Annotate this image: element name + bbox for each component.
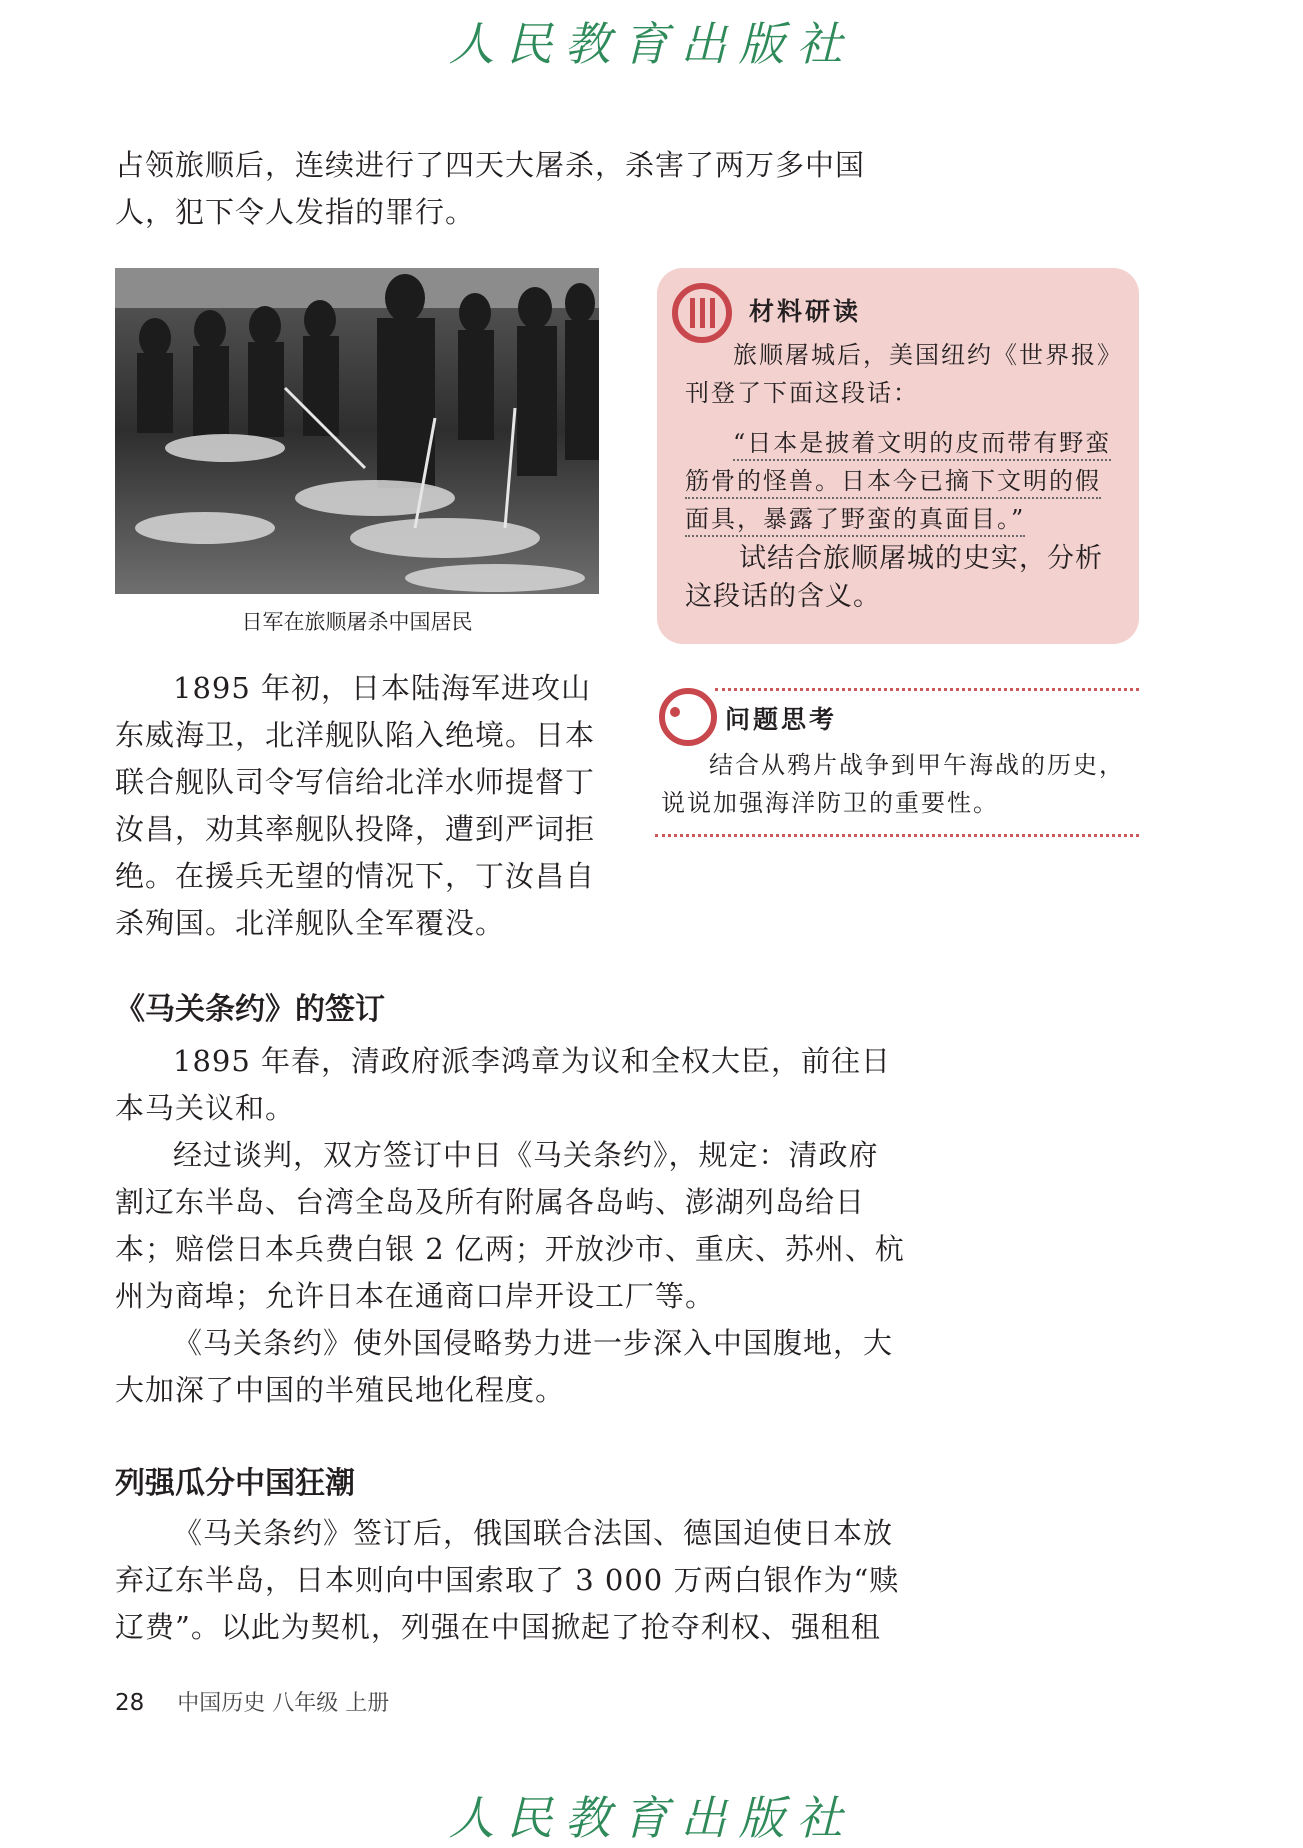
weihai-paragraph: 1895 年初，日本陆海军进攻山东威海卫，北洋舰队陷入绝境。日本联合舰队司令写信给北洋水师提督丁汝昌，劝其率舰队投降，遭到严词拒绝。在援兵无望的情况下，丁汝昌自杀殉国。北洋舰队全军覆没。 — [115, 671, 596, 940]
book-title: 中国历史 八年级 上册 — [177, 1691, 390, 1716]
question-thinking-title: 问题思考 — [725, 705, 838, 734]
question-thinking-icon — [655, 684, 717, 746]
treaty-paragraph-2: 经过谈判，双方签订中日《马关条约》，规定：清政府割辽东半岛、台湾全岛及所有附属各岛屿、澎湖列岛给日本；赔偿日本兵费白银 2 亿两；开放沙市、重庆、苏州、杭州为商埠；允许日本在通商口岸开设工厂等。 — [115, 1138, 905, 1313]
bottom-dotted-divider — [655, 834, 1139, 837]
question-thinking-text: 结合从鸦片战争到甲午海战的历史，说说加强海洋防卫的重要性。 — [661, 751, 1125, 817]
photo-image — [115, 268, 599, 594]
intro-paragraph: 占领旅顺后，连续进行了四天大屠杀，杀害了两万多中国人，犯下令人发指的罪行。 — [115, 148, 866, 229]
publisher-watermark-top: 人民教育出版社 — [448, 17, 855, 71]
section-heading-partition: 列强瓜分中国狂潮 — [115, 1466, 355, 1501]
material-reading-question: 试结合旅顺屠城的史实，分析这段话的含义。 — [685, 543, 1103, 612]
photo-caption: 日军在旅顺屠杀中国居民 — [241, 610, 473, 634]
question-thinking-box — [655, 684, 1139, 836]
massacre-photo — [115, 268, 599, 594]
material-reading-title: 材料研读 — [749, 297, 862, 326]
material-reading-quote — [685, 424, 1120, 538]
quote-text: “日本是披着文明的皮而带有野蛮筋骨的怪兽。日本今已摘下文明的假面具，暴露了野蛮的真面目。” — [685, 429, 1111, 537]
section-heading-treaty: 《马关条约》的签订 — [115, 992, 385, 1027]
material-reading-icon — [671, 282, 733, 344]
treaty-paragraph-1: 1895 年春，清政府派李鸿章为议和全权大臣，前往日本马关议和。 — [115, 1044, 892, 1125]
page-footer — [115, 1686, 389, 1717]
page-number: 28 — [115, 1690, 145, 1716]
partition-paragraph-1: 《马关条约》签订后，俄国联合法国、德国迫使日本放弃辽东半岛，日本则向中国索取了 3 000 万两白银作为“赎辽费”。以此为契机，列强在中国掀起了抢夺利权、强租租 — [115, 1516, 900, 1644]
treaty-paragraph-3: 《马关条约》使外国侵略势力进一步深入中国腹地，大大加深了中国的半殖民地化程度。 — [115, 1326, 894, 1407]
publisher-watermark-bottom: 人民教育出版社 — [448, 1791, 855, 1845]
material-reading-intro: 旅顺屠城后，美国纽约《世界报》刊登了下面这段话： — [685, 341, 1111, 407]
top-dotted-divider — [715, 688, 1139, 691]
material-reading-box — [657, 268, 1139, 644]
